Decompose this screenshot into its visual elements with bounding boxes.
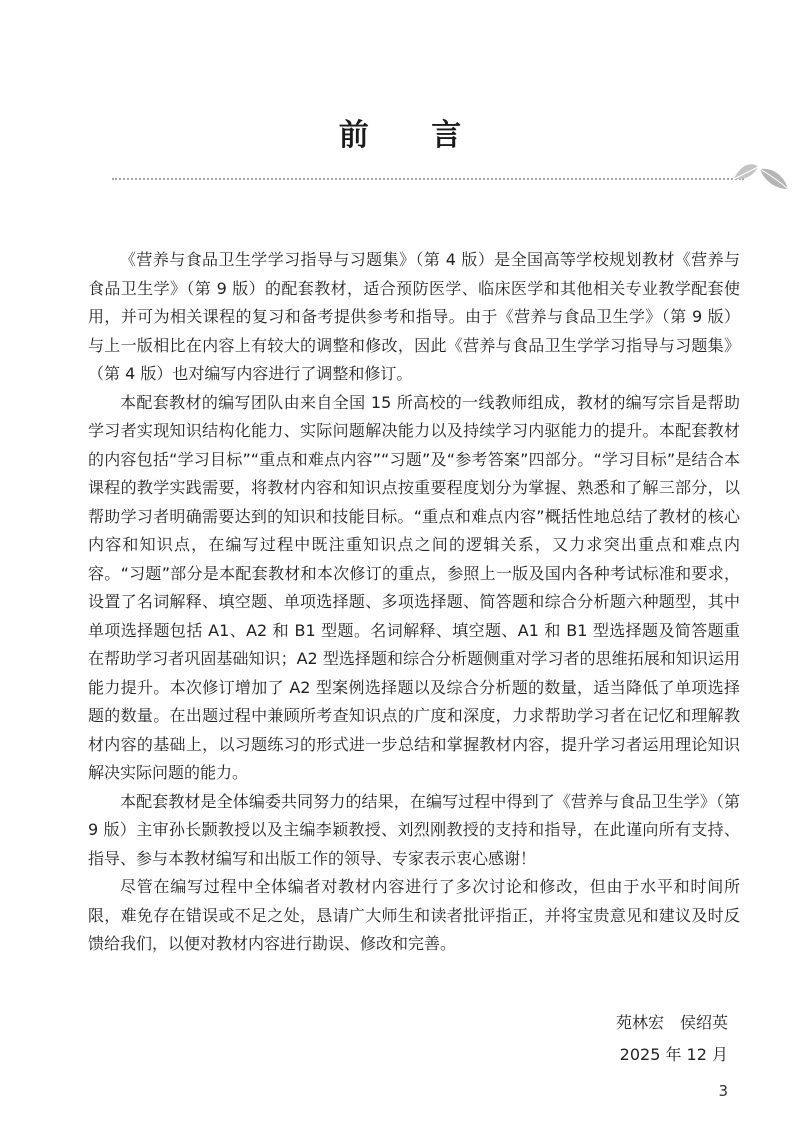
- preface-paragraph-2: 本配套教材的编写团队由来自全国 15 所高校的一线教师组成，教材的编写宗旨是帮助学习者实现知识结构化能力、实际问题解决能力以及持续学习内驱能力的提升。本配套教材的内容包括“学习目标”“重点和难点内容”“习题”及“参考答案”四部分。“学习目标”是结合本课程的教学实践需要，将教材内容和知识点按重要程度划分为掌握、熟悉和了解三部分，以帮助学习者明确需要达到的知识和技能目标。“重点和难点内容”概括性地总结了教材的核心内容和知识点，在编写过程中既注重知识点之间的逻辑关系，又力求突出重点和难点内容。“习题”部分是本配套教材和本次修订的重点，参照上一版及国内各种考试标准和要求，设置了名词解释、填空题、单项选择题、多项选择题、简答题和综合分析题六种题型，其中单项选择题包括 A1、A2 和 B1 型题。名词解释、填空题、A1 和 B1 型选择题及简答题重在帮助学习者巩固基础知识；A2 型选择题和综合分析题侧重对学习者的思维拓展和知识运用能力提升。本次修订增加了 A2 型案例选择题以及综合分析题的数量，适当降低了单项选择题的数量。在出题过程中兼顾所考查知识点的广度和深度，力求帮助学习者在记忆和理解教材内容的基础上，以习题练习的形式进一步总结和掌握教材内容，提升学习者运用理论知识解决实际问题的能力。: [88, 392, 740, 782]
- preface-paragraph-4: 尽管在编写过程中全体编者对教材内容进行了多次讨论和修改，但由于水平和时间所限，难免存在错误或不足之处，恳请广大师生和读者批评指正，并将宝贵意见和建议及时反馈给我们，以便对教材内容进行勘误、修改和完善。: [88, 877, 740, 953]
- preface-paragraph-1: 《营养与食品卫生学学习指导与习题集》（第 4 版）是全国高等学校规划教材《营养与食品卫生学》（第 9 版）的配套教材，适合预防医学、临床医学和其他相关专业教学配套使用，并可为相关课程的复习和备考提供参考和指导。由于《营养与食品卫生学》（第 9 版）与上一版相比在内容上有较大的调整和修改，因此《营养与食品卫生学学习指导与习题集》（第 4 版）也对编写内容进行了调整和修订。: [88, 250, 740, 383]
- preface-body: [88, 246, 740, 959]
- preface-paragraph-3: 本配套教材是全体编委共同努力的结果，在编写过程中得到了《营养与食品卫生学》（第 9 版）主审孙长颢教授以及主编李颖教授、刘烈刚教授的支持和指导，在此谨向所有支持、指导、参与本教材编写和出版工作的领导、专家表示衷心感谢！: [88, 791, 740, 868]
- leaf-icon: [730, 155, 794, 195]
- signature-date: 2025 年 12 月: [619, 1045, 728, 1064]
- signature-authors: 苑林宏 侯绍英: [615, 1013, 728, 1032]
- page-title: 前 言: [338, 118, 488, 153]
- title-divider: [112, 178, 744, 180]
- page-number: 3: [718, 1082, 728, 1100]
